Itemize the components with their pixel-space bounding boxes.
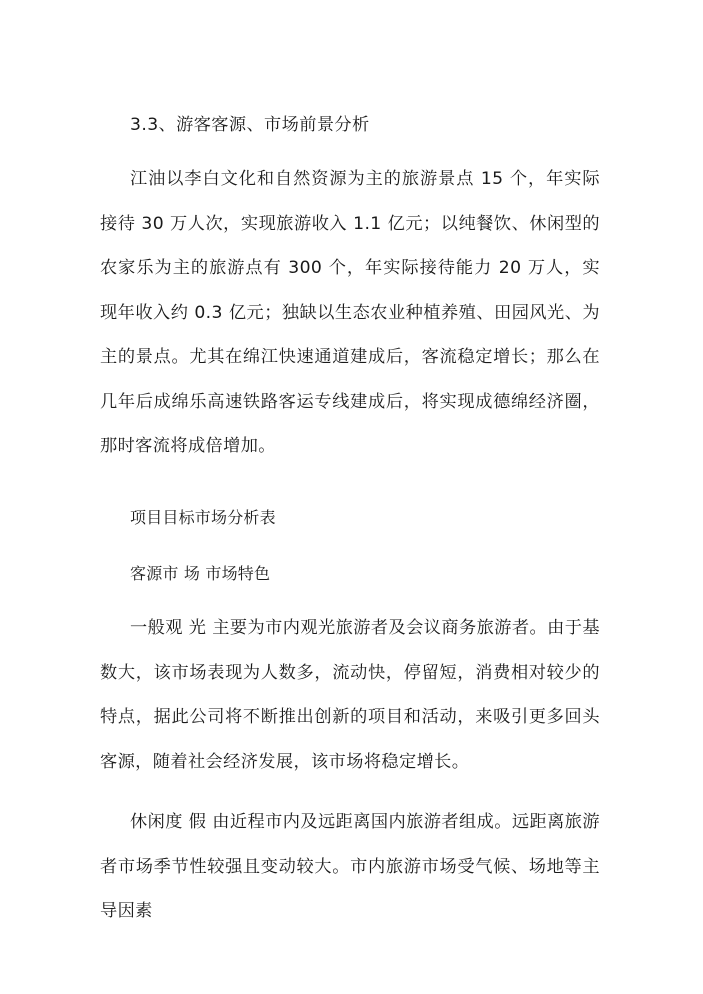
table-row-sightseeing: 一般观 光 主要为市内观光旅游者及会议商务旅游者。由于基数大，该市场表现为人数多，流动快，停留短，消费相对较少的特点，据此公司将不断推出创新的项目和活动，来吸引更多回头客源，随着社会经济发展，该市场将稳定增长。 — [100, 618, 600, 772]
table-header-row: 客源市 场 市场特色 — [130, 564, 271, 583]
table-title: 项目目标市场分析表 — [130, 508, 276, 527]
section-heading: 3.3、游客客源、市场前景分析 — [130, 115, 370, 135]
table-row-leisure: 休闲度 假 由近程市内及远距离国内旅游者组成。远距离旅游者市场季节性较强且变动较大。市内旅游市场受气候、场地等主导因素 — [100, 812, 600, 921]
paragraph-intro: 江油以李白文化和自然资源为主的旅游景点 15 个，年实际接待 30 万人次，实现旅游收入 1.1 亿元；以纯餐饮、休闲型的农家乐为主的旅游点有 300 个，年实际接待能力 20 万人，实现年收入约 0.3 亿元；独缺以生态农业种植养殖、田园风光、为主的景点。尤其在绵江快速通道建成后，客流稳定增长；那么在几年后成绵乐高速铁路客运专线建成后，将实现成德绵经济圈，那时客流将成倍增加。 — [100, 169, 600, 456]
